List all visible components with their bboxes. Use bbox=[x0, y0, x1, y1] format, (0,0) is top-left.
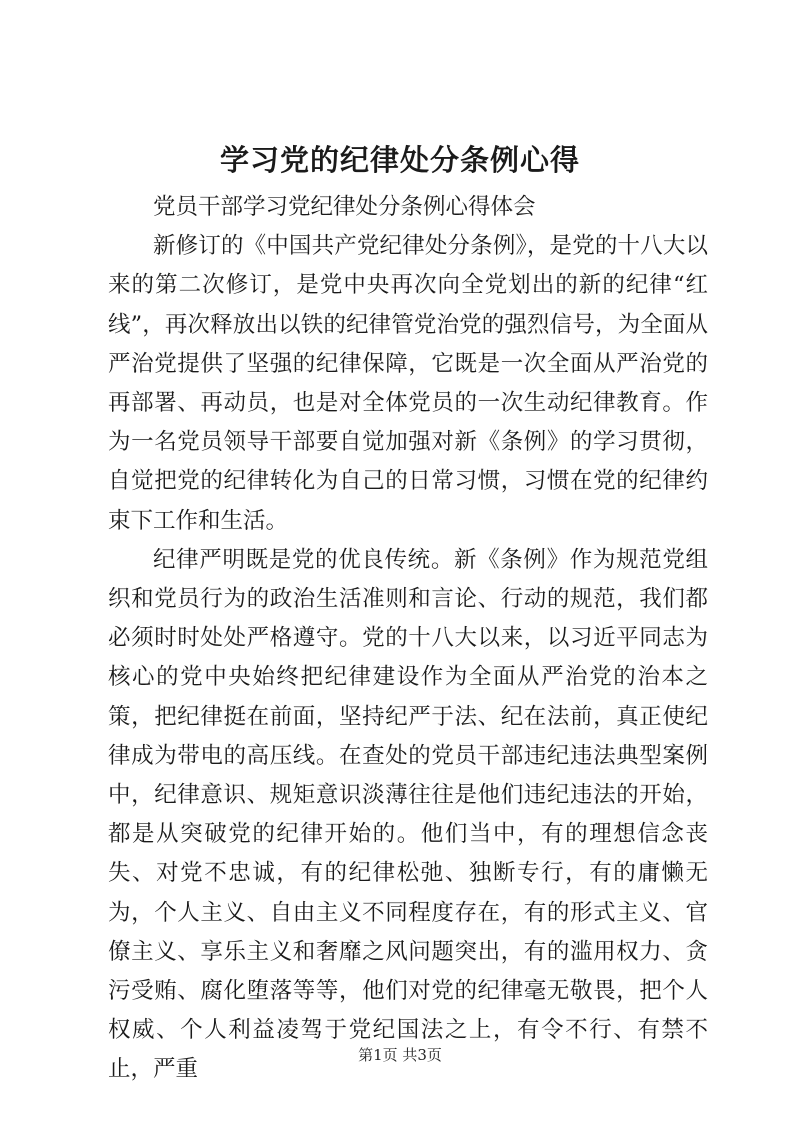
paragraph-2: 纪律严明既是党的优良传统。新《条例》作为规范党组织和党员行为的政治生活准则和言论、行动的规范，我们都必须时时处处严格遵守。党的十八大以来，以习近平同志为核心的党中央始终把纪律建设作为全面从严治党的治本之策，把纪律挺在前面，坚持纪严于法、纪在法前，真正使纪律成为带电的高压线。在查处的党员干部违纪违法典型案例中，纪律意识、规矩意识淡薄往往是他们违纪违法的开始，都是从突破党的纪律开始的。他们当中，有的理想信念丧失、对党不忠诚，有的纪律松弛、独断专行，有的庸懒无为，个人主义、自由主义不同程度存在，有的形式主义、官僚主义、享乐主义和奢靡之风问题突出，有的滥用权力、贪污受贿、腐化堕落等等，他们对党的纪律毫无敬畏，把个人权威、个人利益凌驾于党纪国法之上，有令不行、有禁不止，严重 bbox=[108, 546, 708, 1083]
document-title: 学习党的纪律处分条例心得 bbox=[219, 143, 580, 177]
document-body bbox=[108, 188, 708, 1090]
page-number-footer: 第1页 共3页 bbox=[358, 1046, 442, 1064]
document-subtitle: 党员干部学习党纪律处分条例心得体会 bbox=[153, 194, 536, 220]
paragraph-1: 新修订的《中国共产党纪律处分条例》，是党的十八大以来的第二次修订，是党中央再次向全党划出的新的纪律“红线”，再次释放出以铁的纪律管党治党的强烈信号，为全面从严治党提供了坚强的纪律保障，它既是一次全面从严治党的再部署、再动员，也是对全体党员的一次生动纪律教育。作为一名党员领导干部要自觉加强对新《条例》的学习贯彻，自觉把党的纪律转化为自己的日常习惯，习惯在党的纪律约束下工作和生活。 bbox=[108, 233, 708, 534]
